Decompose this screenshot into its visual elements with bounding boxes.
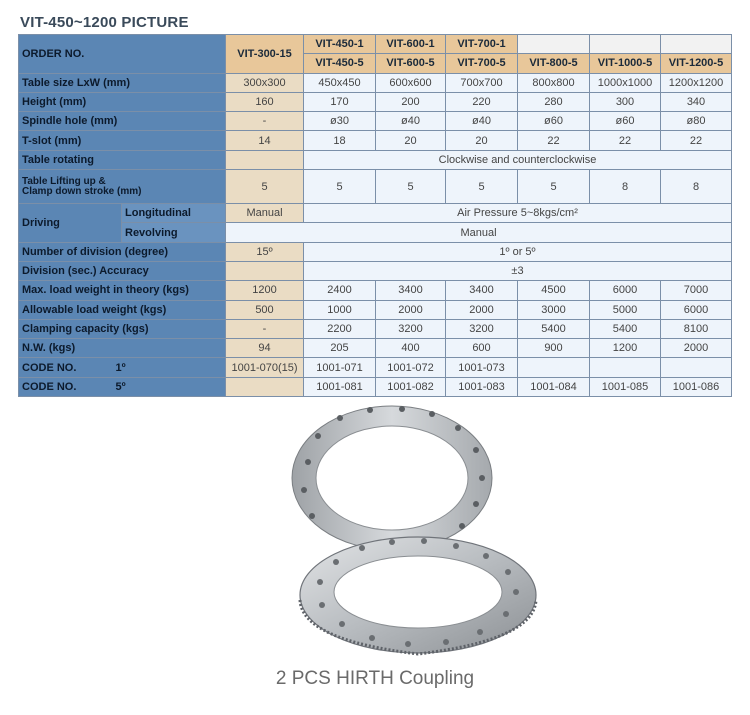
cell (226, 261, 304, 280)
cell: 4500 (518, 281, 590, 300)
model-cell: VIT-600-5 (376, 54, 446, 73)
table-rotating-row (19, 150, 732, 169)
cell: 800x800 (518, 73, 590, 92)
cell: 6000 (590, 281, 661, 300)
cell: 1200 (590, 339, 661, 358)
cell: 340 (661, 92, 732, 111)
code-label: CODE NO. (22, 361, 77, 374)
spec-row (19, 281, 732, 300)
cell: 300x300 (226, 73, 304, 92)
cell: 1001-073 (446, 358, 518, 377)
sub-label: Revolving (122, 223, 226, 242)
cell (226, 150, 304, 169)
cell: 200 (376, 92, 446, 111)
cell: ø60 (590, 112, 661, 131)
cell: 20 (376, 131, 446, 150)
row-label: Height (mm) (19, 92, 226, 111)
cell: 7000 (661, 281, 732, 300)
cell: 8 (661, 170, 732, 204)
cell: 2400 (304, 281, 376, 300)
spec-row (19, 300, 732, 319)
model-cell: VIT-450-5 (304, 54, 376, 73)
cell: ø40 (446, 112, 518, 131)
cell: 450x450 (304, 73, 376, 92)
row-label: Table rotating (19, 150, 226, 169)
code-row-1deg (19, 358, 732, 377)
division-row (19, 242, 732, 261)
cell: 205 (304, 339, 376, 358)
cell (590, 358, 661, 377)
spec-row (19, 131, 732, 150)
cell: 22 (590, 131, 661, 150)
cell: 700x700 (446, 73, 518, 92)
cell: Clockwise and counterclockwise (304, 150, 732, 169)
cell: 1º or 5º (304, 242, 732, 261)
cell: 1200 (226, 281, 304, 300)
row-label: Spindle hole (mm) (19, 112, 226, 131)
row-label: Table size LxW (mm) (19, 73, 226, 92)
cell: 1000 (304, 300, 376, 319)
lifting-row (19, 170, 732, 204)
page-title: VIT-450~1200 PICTURE (20, 14, 189, 31)
row-label (19, 170, 226, 204)
cell: 20 (446, 131, 518, 150)
row-label: Clamping capacity (kgs) (19, 319, 226, 338)
model-cell (518, 35, 590, 54)
cell (518, 358, 590, 377)
cell: 1001-070(15) (226, 358, 304, 377)
cell: Air Pressure 5~8kgs/cm² (304, 204, 732, 223)
model-cell: VIT-1000-5 (590, 54, 661, 73)
cell: 160 (226, 92, 304, 111)
cell: 3400 (376, 281, 446, 300)
model-cell: VIT-300-15 (226, 35, 304, 74)
cell: 5 (376, 170, 446, 204)
cell: 18 (304, 131, 376, 150)
cell: 3200 (376, 319, 446, 338)
cell: 1001-084 (518, 377, 590, 396)
cell: 1001-083 (446, 377, 518, 396)
cell: 1001-072 (376, 358, 446, 377)
cell: 3200 (446, 319, 518, 338)
cell: 15º (226, 242, 304, 261)
label-line: Table Lifting up & (22, 175, 106, 187)
cell: 400 (376, 339, 446, 358)
cell: 8 (590, 170, 661, 204)
code-degree: 1º (115, 361, 126, 374)
cell: 170 (304, 92, 376, 111)
model-cell: VIT-700-5 (446, 54, 518, 73)
cell: 900 (518, 339, 590, 358)
cell: 2000 (376, 300, 446, 319)
cell: 3400 (446, 281, 518, 300)
spec-table (18, 34, 732, 397)
cell: 2000 (446, 300, 518, 319)
cell: 2200 (304, 319, 376, 338)
cell: ±3 (304, 261, 732, 280)
cell: - (226, 319, 304, 338)
row-label (19, 358, 226, 377)
coupling-rings-illustration (280, 400, 540, 665)
cell: 3000 (518, 300, 590, 319)
cell: 5 (304, 170, 376, 204)
cell: 14 (226, 131, 304, 150)
row-label: N.W. (kgs) (19, 339, 226, 358)
image-caption: 2 PCS HIRTH Coupling (275, 668, 475, 689)
cell: ø80 (661, 112, 732, 131)
cell: Manual (226, 223, 732, 242)
spec-row (19, 319, 732, 338)
model-cell: VIT-700-1 (446, 35, 518, 54)
cell: 1000x1000 (590, 73, 661, 92)
cell: 300 (590, 92, 661, 111)
model-cell (661, 35, 732, 54)
model-cell: VIT-800-5 (518, 54, 590, 73)
cell: ø40 (376, 112, 446, 131)
cell: 94 (226, 339, 304, 358)
cell: 1001-081 (304, 377, 376, 396)
code-row-5deg (19, 377, 732, 396)
cell: 600 (446, 339, 518, 358)
row-label: Number of division (degree) (19, 242, 226, 261)
row-label: Driving (19, 204, 122, 243)
spec-row (19, 92, 732, 111)
cell: 600x600 (376, 73, 446, 92)
cell: 6000 (661, 300, 732, 319)
cell: 5 (446, 170, 518, 204)
code-label: CODE NO. (22, 380, 77, 393)
model-cell: VIT-600-1 (376, 35, 446, 54)
cell: 5000 (590, 300, 661, 319)
sub-label: Longitudinal (122, 204, 226, 223)
cell: 5400 (590, 319, 661, 338)
cell (661, 358, 732, 377)
cell: 22 (518, 131, 590, 150)
spec-row (19, 339, 732, 358)
cell (226, 377, 304, 396)
cell: 1001-071 (304, 358, 376, 377)
cell: 8100 (661, 319, 732, 338)
cell: 1001-086 (661, 377, 732, 396)
order-label: ORDER NO. (19, 35, 226, 74)
model-cell: VIT-450-1 (304, 35, 376, 54)
cell: 220 (446, 92, 518, 111)
row-label (19, 377, 226, 396)
cell: 22 (661, 131, 732, 150)
model-cell (590, 35, 661, 54)
hirth-coupling-image (280, 400, 540, 665)
cell: 1200x1200 (661, 73, 732, 92)
accuracy-row (19, 261, 732, 280)
cell: 280 (518, 92, 590, 111)
code-degree: 5º (115, 380, 126, 393)
model-cell: VIT-1200-5 (661, 54, 732, 73)
cell: 1001-082 (376, 377, 446, 396)
label-line: Clamp down stroke (mm) (22, 185, 142, 197)
cell: ø60 (518, 112, 590, 131)
cell: Manual (226, 204, 304, 223)
cell: 5 (518, 170, 590, 204)
row-label: Division (sec.) Accuracy (19, 261, 226, 280)
cell: - (226, 112, 304, 131)
cell: 500 (226, 300, 304, 319)
cell: 1001-085 (590, 377, 661, 396)
order-row-top (19, 35, 732, 54)
row-label: T-slot (mm) (19, 131, 226, 150)
driving-row-longitudinal (19, 204, 732, 223)
cell: 5400 (518, 319, 590, 338)
cell: 2000 (661, 339, 732, 358)
spec-row (19, 112, 732, 131)
row-label: Allowable load weight (kgs) (19, 300, 226, 319)
cell: ø30 (304, 112, 376, 131)
spec-row (19, 73, 732, 92)
cell: 5 (226, 170, 304, 204)
row-label: Max. load weight in theory (kgs) (19, 281, 226, 300)
driving-row-revolving (19, 223, 732, 242)
